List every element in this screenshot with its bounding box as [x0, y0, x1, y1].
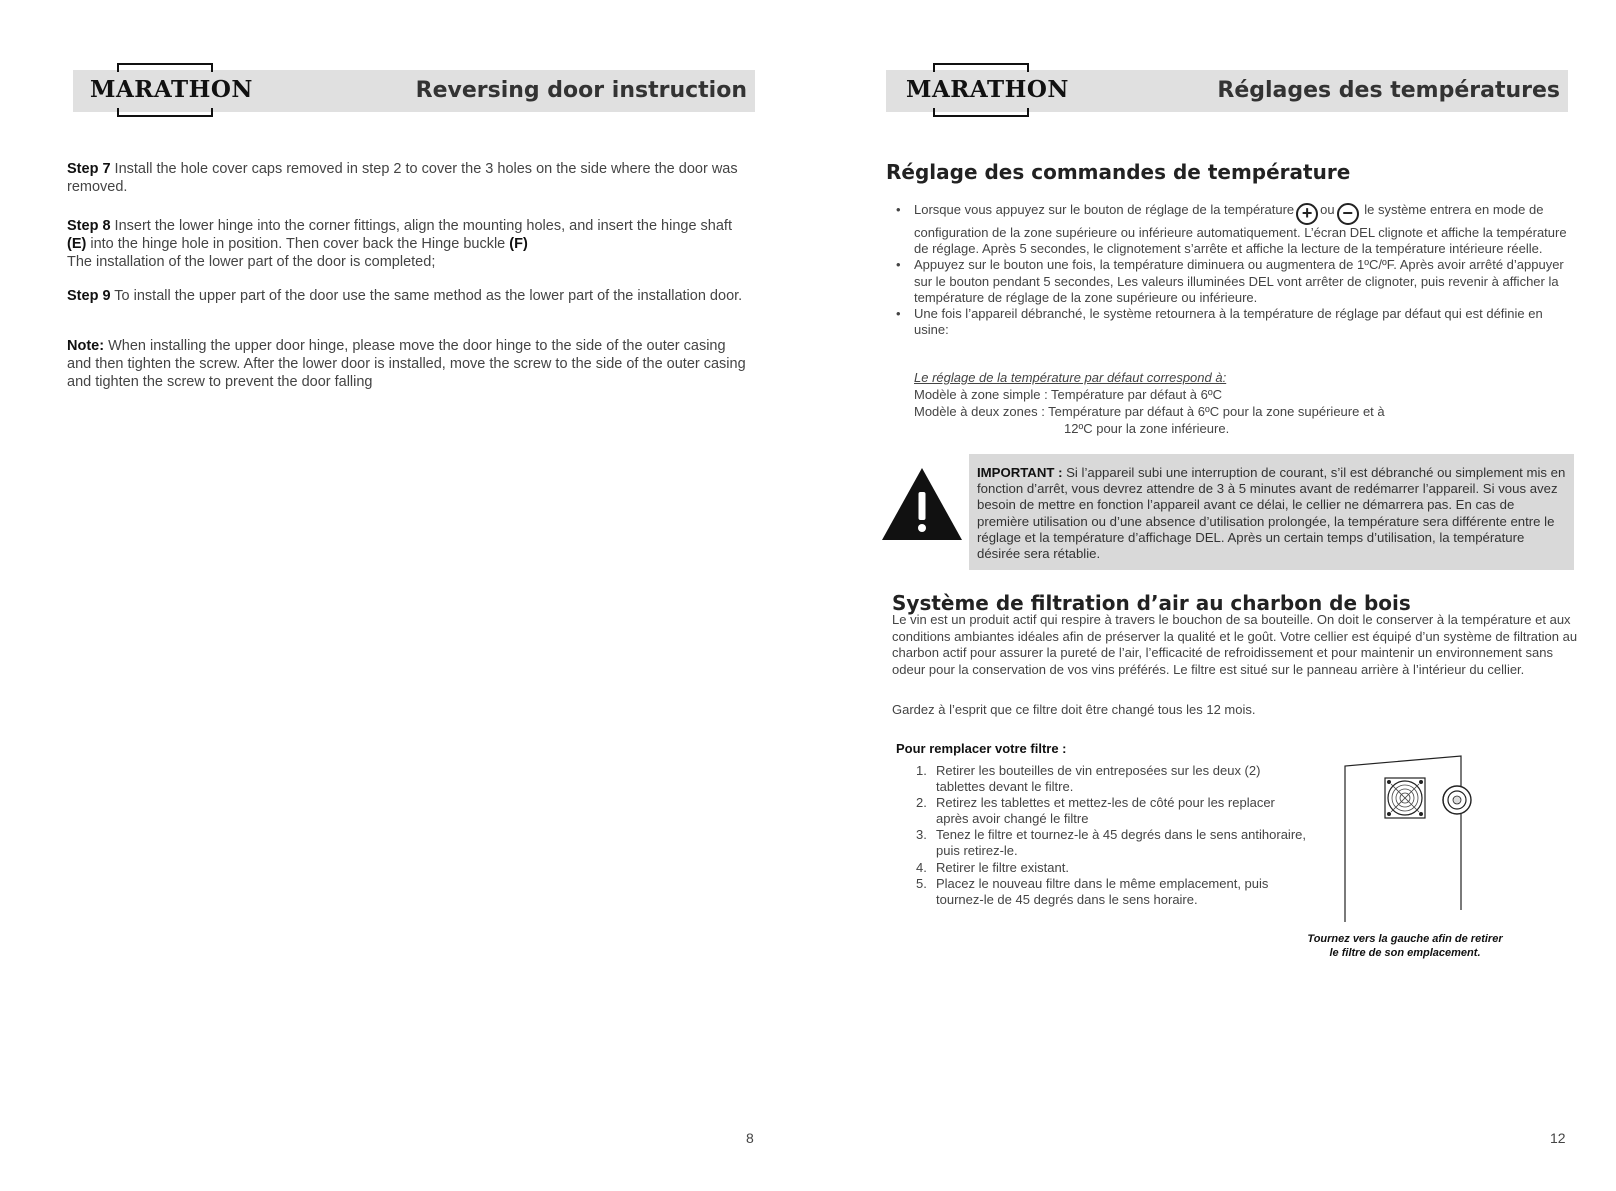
- bullet-text: Appuyez sur le bouton une fois, la température diminuera ou augmentera de 1ºC/ºF. Après avoir arrêté d’appuyer sur le bouton pendant 5 secondes, Les valeurs illuminées DEL vont arrêter de clignoter, puis revenir à afficher la température de réglage de la zone supérieure ou inférieure.: [914, 257, 1564, 305]
- logo-text: MARATHON: [906, 76, 1069, 103]
- bullet-item: [886, 257, 1576, 306]
- replace-filter-title: Pour remplacer votre filtre :: [896, 741, 1067, 756]
- step-label: Step 9: [67, 288, 111, 304]
- part-label-e: (E): [67, 236, 87, 252]
- caption-line: Tournez vers la gauche afin de retirer: [1307, 933, 1503, 945]
- figure-caption: [1280, 932, 1530, 960]
- step-8: [67, 217, 747, 271]
- plus-icon: +: [1296, 203, 1318, 225]
- filter-illustration: [1343, 754, 1503, 924]
- page-number: 8: [746, 1130, 754, 1146]
- list-item: 4. Retirer le filtre existant.: [916, 859, 1069, 875]
- step-text: into the hinge hole in position. Then cover back the Hinge buckle: [86, 236, 510, 252]
- step-text: To install the upper part of the door use the same method as the lower part of the installation door.: [110, 288, 743, 304]
- bullet-item: [886, 202, 1576, 257]
- section-title-temperature: Réglage des commandes de température: [886, 160, 1351, 184]
- bullet-text: ou: [1320, 202, 1335, 217]
- caption-line: le filtre de son emplacement.: [1329, 947, 1481, 959]
- marathon-logo: [90, 60, 253, 122]
- note-label: Note:: [67, 338, 105, 354]
- temperature-bullets: [886, 202, 1576, 338]
- filter-reminder: Gardez à l’esprit que ce filtre doit être changé tous les 12 mois.: [892, 702, 1256, 717]
- filtration-paragraph: Le vin est un produit actif qui respire à travers le bouchon de sa bouteille. On doit le conserver à la température et aux conditions ambiantes idéales afin de préserver la qualité et le goût. Votre cellier est équipé d’un système de filtration au charbon actif pour assurer la pureté de l’air, l’efficacité de refroidissement et pour maintenir un environnement sans odeur pour la conservation de vos vins préférés. Le filtre est situé sur le panneau arrière à l’intérieur du cellier.: [892, 612, 1578, 677]
- list-item: 3. Tenez le filtre et tournez-le à 45 degrés dans le sens antihoraire, puis retirez-le.: [916, 827, 1306, 859]
- list-item: 2. Retirez les tablettes et mettez-les de côté pour les replacer après avoir changé le filtre: [916, 795, 1275, 827]
- step-7: [67, 160, 747, 196]
- right-page: [808, 0, 1616, 1191]
- dual-zone-default-lower: 12ºC pour la zone inférieure.: [1064, 421, 1230, 436]
- step-9: [67, 287, 747, 305]
- important-label: IMPORTANT :: [977, 465, 1063, 480]
- bullet-text: Une fois l’appareil débranché, le système retournera à la température de réglage par défaut qui est définie en usine:: [914, 306, 1543, 338]
- replace-filter-steps: [916, 763, 1306, 908]
- default-temperature-title: Le réglage de la température par défaut correspond à:: [914, 370, 1227, 385]
- step-text: The installation of the lower part of the door is completed;: [67, 254, 436, 270]
- list-item: 5. Placez le nouveau filtre dans le même emplacement, puis tournez-le de 45 degrés dans le sens horaire.: [916, 875, 1269, 907]
- header-title: Réglages des températures: [1217, 78, 1560, 103]
- dual-zone-default: Modèle à deux zones : Température par défaut à 6ºC pour la zone supérieure et à: [914, 404, 1385, 419]
- page-number: 12: [1550, 1130, 1566, 1146]
- step-text: Install the hole cover caps removed in step 2 to cover the 3 holes on the side where the door was removed.: [67, 161, 738, 195]
- note-text: When installing the upper door hinge, please move the door hinge to the side of the outer casing and then tighten the screw. After the lower door is installed, move the screw to the side of the outer casing and tighten the screw to prevent the door falling: [67, 338, 746, 390]
- bullet-text: le système entrera en mode de configuration de la zone supérieure ou inférieure automatiquement. L’écran DEL clignote et affiche la température de réglage. Après 5 secondes, le clignotement s’arrête et affiche la lecture de la température intérieure réelle.: [914, 202, 1567, 257]
- logo-text: MARATHON: [90, 76, 253, 103]
- single-zone-default: Modèle à zone simple : Température par défaut à 6ºC: [914, 387, 1223, 402]
- header-title: Reversing door instruction: [415, 78, 747, 103]
- bullet-text: Lorsque vous appuyez sur le bouton de réglage de la température: [914, 202, 1295, 217]
- marathon-logo: [906, 60, 1069, 122]
- warning-icon: [880, 466, 964, 542]
- important-text: Si l’appareil subi une interruption de courant, s’il est débranché ou simplement mis en fonction d’arrêt, vous devrez attendre de 3 à 5 minutes avant de redémarrer l’appareil. Si vous avez besoin de mettre en fonction l’appareil avant ce délai, le cellier ne démarrera pas. En cas de première utilisation ou d’une absence d’utilisation prolongée, la température sera différente entre le réglage et la température d’affichage DEL. Après un certain temps d’utilisation, la température désirée sera rétablie.: [977, 465, 1566, 562]
- minus-icon: −: [1337, 203, 1359, 225]
- list-item: 1. Retirer les bouteilles de vin entreposées sur les deux (2) tablettes devant le filtre.: [916, 763, 1261, 795]
- step-label: Step 8: [67, 218, 111, 234]
- section-title-filtration: Système de filtration d’air au charbon de bois: [892, 591, 1411, 615]
- important-notice: [969, 454, 1574, 570]
- step-label: Step 7: [67, 161, 111, 177]
- bullet-item: [886, 306, 1576, 338]
- part-label-f: (F): [509, 236, 528, 252]
- note: [67, 337, 747, 391]
- step-text: Insert the lower hinge into the corner fittings, align the mounting holes, and insert the hinge shaft: [110, 218, 732, 234]
